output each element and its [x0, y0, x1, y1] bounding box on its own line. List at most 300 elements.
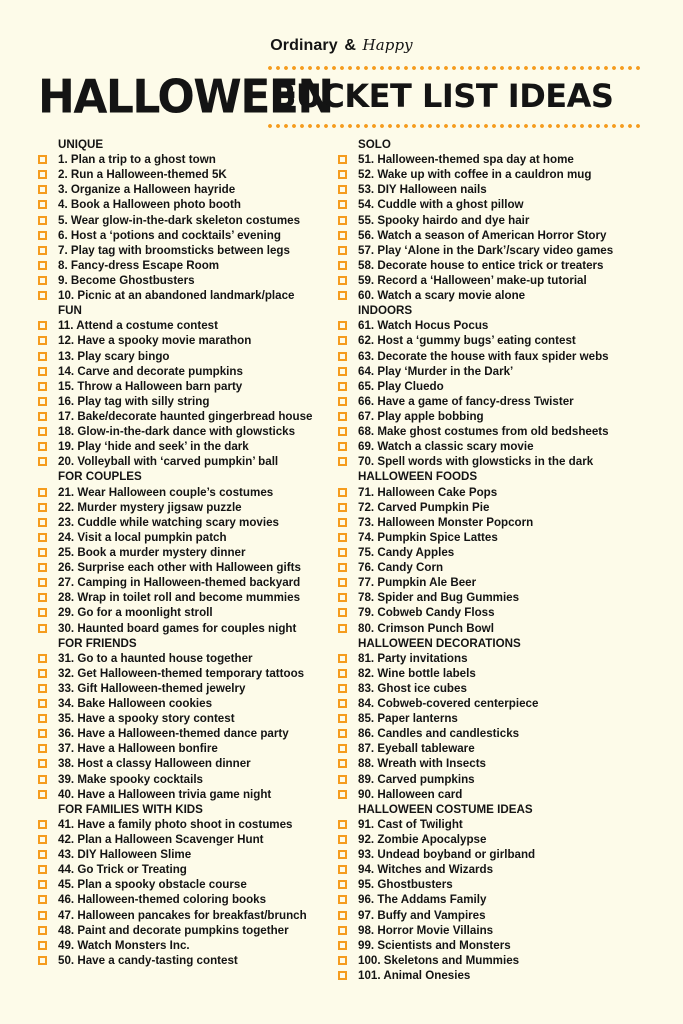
- checkbox-icon[interactable]: [38, 624, 47, 633]
- checklist-item-label: 30. Haunted board games for couples night: [58, 621, 297, 635]
- checklist-item-label: 78. Spider and Bug Gummies: [358, 591, 520, 605]
- checklist-item: [38, 197, 338, 212]
- checkbox-icon[interactable]: [338, 714, 347, 723]
- checklist-item-label: 22. Murder mystery jigsaw puzzle: [58, 500, 242, 514]
- checklist-item-label: 17. Bake/decorate haunted gingerbread house: [58, 409, 313, 423]
- checklist-item: [338, 409, 638, 424]
- checklist-item-label: 83. Ghost ice cubes: [358, 681, 467, 695]
- checklist-item: [38, 726, 338, 741]
- checkbox-icon[interactable]: [338, 729, 347, 738]
- checklist-item: [338, 696, 638, 711]
- checklist-item: [338, 213, 638, 228]
- checklist-item-label: 4. Book a Halloween photo booth: [58, 198, 241, 212]
- checkbox-icon[interactable]: [338, 321, 347, 330]
- checkbox-icon[interactable]: [38, 608, 47, 617]
- checkbox-icon[interactable]: [38, 427, 47, 436]
- checklist-item: [338, 349, 638, 364]
- checklist-item-label: 25. Book a murder mystery dinner: [58, 545, 246, 559]
- checklist-item: [338, 817, 638, 832]
- checklist-item: [38, 243, 338, 258]
- checkbox-icon[interactable]: [38, 397, 47, 406]
- checkbox-icon[interactable]: [338, 911, 347, 920]
- checklist-item: [38, 560, 338, 575]
- right-column: [338, 137, 638, 983]
- checklist-item-label: 89. Carved pumpkins: [358, 772, 475, 786]
- checklist-item-label: 6. Host a ‘potions and cocktails’ evening: [58, 228, 281, 242]
- checklist-item: [38, 182, 338, 197]
- brand-word-happy: Happy: [362, 36, 413, 54]
- checklist-item-label: 76. Candy Corn: [358, 561, 444, 575]
- checklist-item: [38, 228, 338, 243]
- checklist-item-label: 10. Picnic at an abandoned landmark/place: [58, 289, 295, 303]
- checklist-item-label: 11. Attend a costume contest: [58, 319, 218, 333]
- checklist-item-label: 62. Host a ‘gummy bugs’ eating contest: [358, 334, 576, 348]
- checkbox-icon[interactable]: [38, 654, 47, 663]
- checklist-item: [38, 741, 338, 756]
- checklist-item: [338, 500, 638, 515]
- checkbox-icon[interactable]: [338, 548, 347, 557]
- checklist-item-label: 39. Make spooky cocktails: [58, 772, 203, 786]
- checklist-item: [338, 243, 638, 258]
- checkbox-icon[interactable]: [338, 352, 347, 361]
- checklist-item-label: 64. Play ‘Murder in the Dark’: [358, 364, 514, 378]
- checklist-item-label: 21. Wear Halloween couple’s costumes: [58, 485, 274, 499]
- checklist-item: [338, 892, 638, 907]
- checklist-item: [338, 197, 638, 212]
- checklist-item: [38, 938, 338, 953]
- checklist-item-label: 40. Have a Halloween trivia game night: [58, 787, 272, 801]
- checkbox-icon[interactable]: [38, 382, 47, 391]
- checklist-item-label: 97. Buffy and Vampires: [358, 908, 486, 922]
- checklist-item: [338, 515, 638, 530]
- checklist-item-label: 87. Eyeball tableware: [358, 742, 475, 756]
- section-heading: UNIQUE: [58, 138, 104, 151]
- checklist-item-label: 12. Have a spooky movie marathon: [58, 334, 252, 348]
- checkbox-icon[interactable]: [338, 518, 347, 527]
- checklist-item-label: 70. Spell words with glowsticks in the dark: [358, 455, 594, 469]
- checklist-item: [338, 379, 638, 394]
- checkbox-icon[interactable]: [38, 790, 47, 799]
- checklist-item-label: 60. Watch a scary movie alone: [358, 289, 526, 303]
- checklist-item: [338, 182, 638, 197]
- checklist-item: [38, 273, 338, 288]
- checklist-item: [338, 605, 638, 620]
- checklist-item: [38, 258, 338, 273]
- checkbox-icon[interactable]: [338, 246, 347, 255]
- checklist-item-label: 7. Play tag with broomsticks between legs: [58, 243, 290, 257]
- checkbox-icon[interactable]: [338, 654, 347, 663]
- checklist-item: [38, 364, 338, 379]
- checkbox-icon[interactable]: [38, 941, 47, 950]
- checklist-item: [38, 333, 338, 348]
- checkbox-icon[interactable]: [338, 185, 347, 194]
- checkbox-icon[interactable]: [38, 216, 47, 225]
- checkbox-icon[interactable]: [338, 563, 347, 572]
- checklist-item: [38, 696, 338, 711]
- checklist-item-label: 45. Plan a spooky obstacle course: [58, 878, 247, 892]
- subtitle: BUCKET LIST IDEAS: [272, 77, 614, 115]
- checklist-item: [338, 454, 638, 469]
- checklist-item: [338, 318, 638, 333]
- checklist-item-label: 94. Witches and Wizards: [358, 863, 494, 877]
- checkbox-icon[interactable]: [338, 397, 347, 406]
- checkbox-icon[interactable]: [338, 820, 347, 829]
- checklist-item-label: 8. Fancy-dress Escape Room: [58, 258, 220, 272]
- checklist-item-label: 74. Pumpkin Spice Lattes: [358, 530, 498, 544]
- checkbox-icon[interactable]: [38, 578, 47, 587]
- checklist-item-label: 44. Go Trick or Treating: [58, 863, 187, 877]
- checklist-item-label: 81. Party invitations: [358, 651, 468, 665]
- checklist-item: [338, 923, 638, 938]
- checkbox-icon[interactable]: [38, 548, 47, 557]
- section-heading: FUN: [58, 304, 82, 318]
- left-column: [38, 137, 338, 968]
- dotted-divider-top: [266, 66, 644, 70]
- section-heading: FOR FAMILIES WITH KIDS: [58, 802, 203, 816]
- checklist-item: [338, 288, 638, 303]
- checkbox-icon[interactable]: [338, 971, 347, 980]
- checklist-item: [38, 485, 338, 500]
- checklist-item-label: 79. Cobweb Candy Floss: [358, 606, 495, 620]
- checkbox-icon[interactable]: [338, 926, 347, 935]
- checklist-item: [338, 953, 638, 968]
- checklist-item-label: 71. Halloween Cake Pops: [358, 485, 498, 499]
- checkbox-icon[interactable]: [338, 608, 347, 617]
- checklist-item: [338, 530, 638, 545]
- checkbox-icon[interactable]: [338, 367, 347, 376]
- checklist-item-label: 18. Glow-in-the-dark dance with glowsticks: [58, 425, 296, 439]
- checklist-item-label: 15. Throw a Halloween barn party: [58, 379, 243, 393]
- checkbox-icon[interactable]: [38, 699, 47, 708]
- checklist-item: [338, 273, 638, 288]
- checkbox-icon[interactable]: [38, 775, 47, 784]
- checklist-item: [338, 741, 638, 756]
- section-heading: HALLOWEEN DECORATIONS: [358, 636, 521, 650]
- checklist-item-label: 68. Make ghost costumes from old bedsheets: [358, 425, 609, 439]
- checklist-item: [338, 862, 638, 877]
- checkbox-icon[interactable]: [38, 231, 47, 240]
- checkbox-icon[interactable]: [338, 427, 347, 436]
- checklist-item-label: 100. Skeletons and Mummies: [358, 953, 520, 967]
- checkbox-icon[interactable]: [38, 518, 47, 527]
- checklist-item: [38, 409, 338, 424]
- checklist-item-label: 49. Watch Monsters Inc.: [58, 938, 190, 952]
- checklist-item-label: 88. Wreath with Insects: [358, 757, 487, 771]
- checkbox-icon[interactable]: [38, 185, 47, 194]
- checklist-item-label: 35. Have a spooky story contest: [58, 712, 235, 726]
- checklist-item-label: 50. Have a candy-tasting contest: [58, 953, 238, 967]
- checklist-item-label: 2. Run a Halloween-themed 5K: [58, 168, 227, 182]
- checklist-item-label: 56. Watch a season of American Horror Story: [358, 228, 607, 242]
- checkbox-icon[interactable]: [338, 261, 347, 270]
- checklist-item: [338, 877, 638, 892]
- checklist-item: [338, 847, 638, 862]
- checklist-item-label: 92. Zombie Apocalypse: [358, 833, 487, 847]
- checklist-item: [338, 772, 638, 787]
- checkbox-icon[interactable]: [38, 684, 47, 693]
- checklist-item-label: 33. Gift Halloween-themed jewelry: [58, 681, 246, 695]
- checkbox-icon[interactable]: [38, 850, 47, 859]
- checkbox-icon[interactable]: [38, 880, 47, 889]
- checkbox-icon[interactable]: [38, 170, 47, 179]
- checklist-item: [338, 394, 638, 409]
- checklist-item: [38, 908, 338, 923]
- checkbox-icon[interactable]: [38, 744, 47, 753]
- checklist-item: [38, 832, 338, 847]
- checklist-item-label: 86. Candles and candlesticks: [358, 727, 520, 741]
- checkbox-icon[interactable]: [338, 850, 347, 859]
- checklist-item-label: 48. Paint and decorate pumpkins together: [58, 923, 289, 937]
- checklist-item-label: 63. Decorate the house with faux spider webs: [358, 349, 609, 363]
- checklist-item-label: 47. Halloween pancakes for breakfast/brunch: [58, 908, 307, 922]
- checkbox-icon[interactable]: [38, 533, 47, 542]
- checklist-item-label: 69. Watch a classic scary movie: [358, 440, 534, 454]
- checkbox-icon[interactable]: [38, 442, 47, 451]
- checkbox-icon[interactable]: [338, 155, 347, 164]
- brand-word-ordinary: Ordinary: [270, 37, 338, 54]
- checklist-item: [38, 379, 338, 394]
- checklist-item-label: 80. Crimson Punch Bowl: [358, 621, 494, 635]
- checklist-item-label: 101. Animal Onesies: [358, 969, 471, 983]
- checklist-item-label: 66. Have a game of fancy-dress Twister: [358, 394, 574, 408]
- checkbox-icon[interactable]: [338, 488, 347, 497]
- checklist-item-label: 23. Cuddle while watching scary movies: [58, 515, 280, 529]
- checkbox-icon[interactable]: [338, 533, 347, 542]
- checklist-item-label: 14. Carve and decorate pumpkins: [58, 364, 243, 378]
- checkbox-icon[interactable]: [38, 820, 47, 829]
- checkbox-icon[interactable]: [338, 412, 347, 421]
- checkbox-icon[interactable]: [338, 200, 347, 209]
- checklist-item: [338, 228, 638, 243]
- checkbox-icon[interactable]: [38, 593, 47, 602]
- checklist-item: [38, 454, 338, 469]
- checklist-item-label: 93. Undead boyband or girlband: [358, 848, 536, 862]
- checkbox-icon[interactable]: [338, 699, 347, 708]
- checkbox-icon[interactable]: [338, 291, 347, 300]
- checkbox-icon[interactable]: [338, 895, 347, 904]
- checklist-item-label: 59. Record a ‘Halloween’ make-up tutorial: [358, 273, 587, 287]
- checklist-item-label: 42. Plan a Halloween Scavenger Hunt: [58, 833, 264, 847]
- checklist-item-label: 61. Watch Hocus Pocus: [358, 319, 489, 333]
- checkbox-icon[interactable]: [338, 624, 347, 633]
- brand-ampersand: &: [344, 37, 356, 54]
- checkbox-icon[interactable]: [338, 759, 347, 768]
- checkbox-icon[interactable]: [338, 231, 347, 240]
- checklist-item-label: 72. Carved Pumpkin Pie: [358, 500, 490, 514]
- checkbox-icon[interactable]: [38, 729, 47, 738]
- checklist-item: [338, 711, 638, 726]
- checkbox-icon[interactable]: [338, 941, 347, 950]
- checkbox-icon[interactable]: [38, 261, 47, 270]
- checklist-item-label: 26. Surprise each other with Halloween gifts: [58, 561, 301, 575]
- checklist-item-label: 73. Halloween Monster Popcorn: [358, 515, 534, 529]
- checklist-item: [338, 621, 638, 636]
- checklist-item-label: 52. Wake up with coffee in a cauldron mug: [358, 168, 592, 182]
- checklist-item: [38, 862, 338, 877]
- checkbox-icon[interactable]: [38, 336, 47, 345]
- checklist-item: [338, 152, 638, 167]
- checklist-item: [338, 908, 638, 923]
- checklist-item-label: 38. Host a classy Halloween dinner: [58, 757, 251, 771]
- checklist-item: [338, 787, 638, 802]
- checklist-item-label: 53. DIY Halloween nails: [358, 183, 487, 197]
- checkbox-icon[interactable]: [338, 790, 347, 799]
- checkbox-icon[interactable]: [38, 714, 47, 723]
- checkbox-icon[interactable]: [338, 442, 347, 451]
- checklist-item: [338, 575, 638, 590]
- checkbox-icon[interactable]: [38, 291, 47, 300]
- subtitle-block: [266, 66, 644, 128]
- checklist-item-label: 24. Visit a local pumpkin patch: [58, 530, 227, 544]
- checkbox-icon[interactable]: [338, 835, 347, 844]
- checklist-item: [338, 333, 638, 348]
- checklist-item-label: 54. Cuddle with a ghost pillow: [358, 198, 524, 212]
- checkbox-icon[interactable]: [338, 669, 347, 678]
- checklist-item-label: 55. Spooky hairdo and dye hair: [358, 213, 530, 227]
- checklist-item-label: 28. Wrap in toilet roll and become mummies: [58, 591, 301, 605]
- checkbox-icon[interactable]: [38, 669, 47, 678]
- checklist-item: [38, 877, 338, 892]
- checkbox-icon[interactable]: [38, 895, 47, 904]
- checkbox-icon[interactable]: [338, 216, 347, 225]
- section-heading: INDOORS: [358, 304, 413, 318]
- checklist-item-label: 99. Scientists and Monsters: [358, 938, 511, 952]
- checkbox-icon[interactable]: [38, 276, 47, 285]
- checkbox-icon[interactable]: [338, 880, 347, 889]
- checkbox-icon[interactable]: [38, 563, 47, 572]
- checklist-item: [38, 681, 338, 696]
- checkbox-icon[interactable]: [338, 457, 347, 466]
- checklist-item-label: 9. Become Ghostbusters: [58, 273, 195, 287]
- checkbox-icon[interactable]: [38, 200, 47, 209]
- checkbox-icon[interactable]: [38, 956, 47, 965]
- checklist-item-label: 1. Plan a trip to a ghost town: [58, 153, 216, 167]
- section-heading: FOR COUPLES: [58, 470, 142, 484]
- checkbox-icon[interactable]: [338, 593, 347, 602]
- checklist-item: [38, 515, 338, 530]
- checklist-item: [38, 394, 338, 409]
- checklist-item: [338, 424, 638, 439]
- checkbox-icon[interactable]: [38, 926, 47, 935]
- checkbox-icon[interactable]: [338, 503, 347, 512]
- section-heading: HALLOWEEN COSTUME IDEAS: [358, 802, 533, 816]
- checklist-item-label: 20. Volleyball with ‘carved pumpkin’ ball: [58, 455, 279, 469]
- checklist-item-label: 82. Wine bottle labels: [358, 666, 476, 680]
- checklist-item-label: 27. Camping in Halloween-themed backyard: [58, 576, 301, 590]
- checklist-item-label: 96. The Addams Family: [358, 893, 487, 907]
- checklist-item-label: 13. Play scary bingo: [58, 349, 170, 363]
- checklist-item: [38, 711, 338, 726]
- checkbox-icon[interactable]: [38, 503, 47, 512]
- checklist-item: [338, 681, 638, 696]
- checklist-item-label: 77. Pumpkin Ale Beer: [358, 576, 477, 590]
- checkbox-icon[interactable]: [38, 367, 47, 376]
- checklist-item: [338, 590, 638, 605]
- checklist-item-label: 19. Play ‘hide and seek’ in the dark: [58, 440, 249, 454]
- section-heading: HALLOWEEN FOODS: [358, 470, 478, 484]
- checkbox-icon[interactable]: [338, 170, 347, 179]
- checklist-item-label: 32. Get Halloween-themed temporary tattoos: [58, 666, 305, 680]
- checklist-item: [338, 832, 638, 847]
- checklist-item: [338, 439, 638, 454]
- checklist-item: [38, 787, 338, 802]
- checklist-item-label: 43. DIY Halloween Slime: [58, 848, 192, 862]
- checklist-item-label: 91. Cast of Twilight: [358, 817, 463, 831]
- checkbox-icon[interactable]: [38, 352, 47, 361]
- checklist-item-label: 3. Organize a Halloween hayride: [58, 183, 236, 197]
- checkbox-icon[interactable]: [38, 155, 47, 164]
- checklist-item-label: 57. Play ‘Alone in the Dark’/scary video games: [358, 243, 614, 257]
- checkbox-icon[interactable]: [338, 775, 347, 784]
- checkbox-icon[interactable]: [38, 911, 47, 920]
- checklist-item-label: 51. Halloween-themed spa day at home: [358, 153, 574, 167]
- checklist-item: [38, 349, 338, 364]
- checklist-item: [38, 213, 338, 228]
- checkbox-icon[interactable]: [38, 488, 47, 497]
- checklist-item: [38, 152, 338, 167]
- checkbox-icon[interactable]: [38, 865, 47, 874]
- checklist-item: [38, 530, 338, 545]
- checklist-item-label: 29. Go for a moonlight stroll: [58, 606, 213, 620]
- checkbox-icon[interactable]: [338, 684, 347, 693]
- checklist-item: [338, 651, 638, 666]
- brand-logo: [0, 36, 683, 55]
- checklist-item-label: 90. Halloween card: [358, 787, 463, 801]
- checklist-item-label: 36. Have a Halloween-themed dance party: [58, 727, 289, 741]
- checkbox-icon[interactable]: [338, 578, 347, 587]
- checklist-item: [38, 666, 338, 681]
- checklist-item: [38, 621, 338, 636]
- checklist-item: [38, 953, 338, 968]
- main-title: HALLOWEEN: [38, 70, 333, 125]
- checklist-item-label: 67. Play apple bobbing: [358, 409, 484, 423]
- checklist-item-label: 16. Play tag with silly string: [58, 394, 210, 408]
- checkbox-icon[interactable]: [38, 759, 47, 768]
- checklist-item: [38, 772, 338, 787]
- checkbox-icon[interactable]: [338, 956, 347, 965]
- checklist-item: [338, 364, 638, 379]
- checklist-item: [38, 651, 338, 666]
- checklist-item-label: 85. Paper lanterns: [358, 712, 458, 726]
- section-heading: FOR FRIENDS: [58, 636, 137, 650]
- checklist-item: [38, 500, 338, 515]
- checklist-item-label: 41. Have a family photo shoot in costumes: [58, 817, 293, 831]
- checkbox-icon[interactable]: [338, 865, 347, 874]
- checkbox-icon[interactable]: [38, 321, 47, 330]
- checklist-item: [338, 545, 638, 560]
- checklist-item: [38, 424, 338, 439]
- checkbox-icon[interactable]: [338, 276, 347, 285]
- checklist-item: [338, 666, 638, 681]
- checklist-item: [338, 167, 638, 182]
- checklist-item: [338, 726, 638, 741]
- checklist-item: [338, 968, 638, 983]
- checklist-item: [38, 923, 338, 938]
- checklist-item: [38, 756, 338, 771]
- checkbox-icon[interactable]: [38, 457, 47, 466]
- checkbox-icon[interactable]: [338, 336, 347, 345]
- section-heading: SOLO: [358, 138, 391, 151]
- checkbox-icon[interactable]: [38, 835, 47, 844]
- checklist-item: [38, 575, 338, 590]
- dotted-divider-bottom: [266, 124, 644, 128]
- checklist-item: [338, 938, 638, 953]
- checkbox-icon[interactable]: [338, 382, 347, 391]
- checklist-item-label: 5. Wear glow-in-the-dark skeleton costumes: [58, 213, 301, 227]
- checkbox-icon[interactable]: [338, 744, 347, 753]
- checkbox-icon[interactable]: [38, 412, 47, 421]
- checkbox-icon[interactable]: [38, 246, 47, 255]
